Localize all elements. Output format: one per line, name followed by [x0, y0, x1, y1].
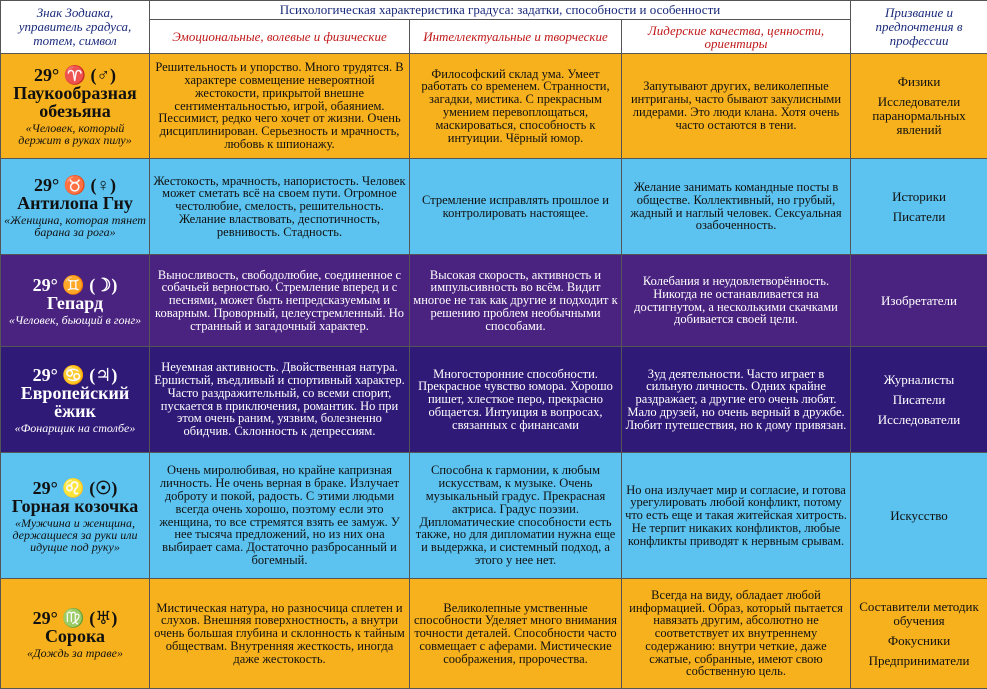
sign-cell [1, 54, 150, 159]
totem-name: Горная козочка [4, 497, 146, 515]
totem-name: Сорока [4, 627, 146, 645]
symbol-motto: «Женщина, которая тянет барана за рога» [4, 214, 146, 238]
symbol-motto: «Дождь за траве» [4, 647, 146, 659]
header-psych-characteristics: Психологическая характеристика градуса: задатки, способности и особенности [150, 1, 851, 20]
symbol-motto: «Фонарщик на столбе» [4, 422, 146, 434]
leadership-cell: Желание занимать командные посты в обществе. Коллективный, но грубый, жадный и наглый человек. Сексуальная озабоченность. [622, 159, 851, 255]
intellectual-cell: Стремление исправлять прошлое и контролировать настоящее. [410, 159, 622, 255]
totem-name: Паукообразная обезьяна [4, 84, 146, 120]
totem-name: Европейский ёжик [4, 384, 146, 420]
degree-label: 29° ♈ (♂) [4, 66, 146, 84]
degree-label: 29° ♊ (☽) [4, 276, 146, 294]
profession-cell [851, 579, 987, 689]
header-sign-column: Знак Зодиака, управитель градуса, тотем, символ [1, 1, 150, 54]
totem-name: Антилопа Гну [4, 194, 146, 212]
profession-item: Писатели [854, 210, 984, 224]
table-row [1, 453, 987, 579]
profession-item: Писатели [854, 393, 984, 407]
table-row [1, 255, 987, 347]
symbol-motto: «Мужчина и женщина, держащиеся за руки или идущие под руку» [4, 517, 146, 553]
header-emotional: Эмоциональные, волевые и физические [150, 20, 410, 54]
leadership-cell: Всегда на виду, обладает любой информацией. Образ, который пытается навязать другим, абсолютно не соответствует их внутреннему содержанию: внутри четкие, даже сжатые, собранные, имеют свою собственную цель. [622, 579, 851, 689]
leadership-cell: Запутывают других, великолепные интриганы, часто бывают закулисными лидерами. Это люди клана. Хотя очень часто остаются в тени. [622, 54, 851, 159]
sign-cell [1, 347, 150, 453]
emotional-cell: Решительность и упорство. Много трудятся. В характере совмещение невероятной жестокости, прикрытой внешне сентиментальностью, игрой, обаянием. Пессимист, редко чего хочет от жизни. Очень дисциплинирован. Серьезность и мрачность, любовь к шпионажу. [150, 54, 410, 159]
emotional-cell: Выносливость, свободолюбие, соединенное с собачьей верностью. Стремление вперед и с песнями, может быть непредсказуемым и коварным. Проворный, целеустремленный. Но странный и загадочный характер. [150, 255, 410, 347]
header-intellectual: Интеллектуальные и творческие [410, 20, 622, 54]
profession-cell [851, 54, 987, 159]
symbol-motto: «Человек, который держит в руках пилу» [4, 122, 146, 146]
sign-cell [1, 579, 150, 689]
degree-label: 29° ♍ (♅) [4, 609, 146, 627]
table-row [1, 159, 987, 255]
emotional-cell: Мистическая натура, но разносчица сплетен и слухов. Внешняя поверхностность, а внутри очень большая глубина и склонность к тайным обществам. Внутренняя жесткость, иногда даже жестокость. [150, 579, 410, 689]
profession-item: Исследователи паранормальных явлений [854, 95, 984, 137]
intellectual-cell: Великолепные умственные способности Уделяет много внимания точности деталей. Способности часто совмещает с аферами. Мистические соображения, пророчества. [410, 579, 622, 689]
profession-item: Журналисты [854, 373, 984, 387]
emotional-cell: Очень миролюбивая, но крайне капризная личность. Не очень верная в браке. Излучает доброту и покой, радость. С этими людьми всегда очень хорошо, поэтому если это женщина, то все стремятся взять ее замуж. У нее тысяча предложений, но из них она выбирает сама. Достаточно разбросанный и богемный. [150, 453, 410, 579]
degree-label: 29° ♌ (☉) [4, 479, 146, 497]
profession-item: Составители методик обучения [854, 600, 984, 628]
emotional-cell: Неуемная активность. Двойственная натура. Ершистый, въедливый и спортивный характер. Часто раздражительный, со всеми спорит, пускается в приключения, романтик. Но при этом очень раним, уязвим, болезненно обидчив. Склонность к депрессиям. [150, 347, 410, 453]
intellectual-cell: Способна к гармонии, к любым искусствам, к музыке. Очень музыкальный градус. Прекрасная актриса. Градус поэзии. Дипломатические способности есть также, но для дипломатии нужна еще и выдержка, и системный подход, а этого у нее нет. [410, 453, 622, 579]
profession-item: Изобретатели [854, 294, 984, 308]
degree-label: 29° ♉ (♀) [4, 176, 146, 194]
profession-cell [851, 255, 987, 347]
sign-cell [1, 255, 150, 347]
degree-label: 29° ♋ (♃) [4, 366, 146, 384]
sign-cell [1, 159, 150, 255]
profession-cell [851, 159, 987, 255]
leadership-cell: Зуд деятельности. Часто играет в сильную личность. Одних крайне раздражает, а другие его очень любят. Мало друзей, но очень верный в дружбе. Любит путешествия, но к дому привязан. [622, 347, 851, 453]
profession-item: Фокусники [854, 634, 984, 648]
totem-name: Гепард [4, 294, 146, 312]
header-profession-column: Призвание и предпочтения в профессии [851, 1, 987, 54]
intellectual-cell: Многосторонние способности. Прекрасное чувство юмора. Хорошо пишет, хлесткое перо, прекрасно общается. Интуиция в вопросах, связанных с финансами [410, 347, 622, 453]
profession-item: Предприниматели [854, 654, 984, 668]
profession-item: Физики [854, 75, 984, 89]
intellectual-cell: Философский склад ума. Умеет работать со временем. Странности, загадки, мистика. С прекрасным умением перевоплощаться, маскироваться, способность к интуиции. Чёрный юмор. [410, 54, 622, 159]
table-row [1, 347, 987, 453]
profession-item: Искусство [854, 509, 984, 523]
leadership-cell: Но она излучает мир и согласие, и готова урегулировать любой конфликт, потому что есть еще и такая житейская хитрость. Не терпит никаких конфликтов, любые конфликты приводят к нервным срывам. [622, 453, 851, 579]
sign-cell [1, 453, 150, 579]
header-leadership: Лидерские качества, ценности, ориентиры [622, 20, 851, 54]
table-row [1, 54, 987, 159]
profession-cell [851, 347, 987, 453]
symbol-motto: «Человек, бьющий в гонг» [4, 314, 146, 326]
leadership-cell: Колебания и неудовлетворённость. Никогда не останавливается на достигнутом, а несколькими скачками добивается своей цели. [622, 255, 851, 347]
intellectual-cell: Высокая скорость, активность и импульсивность во всём. Видит многое не так как другие и подходит к решению проблем необычными способами. [410, 255, 622, 347]
emotional-cell: Жестокость, мрачность, напористость. Человек может сметать всё на своем пути. Огромное честолюбие, смелость, решительность. Желание властвовать, деспотичность, ревнивость. Стадность. [150, 159, 410, 255]
profession-cell [851, 453, 987, 579]
profession-item: Исследователи [854, 413, 984, 427]
table-row [1, 579, 987, 689]
profession-item: Историки [854, 190, 984, 204]
